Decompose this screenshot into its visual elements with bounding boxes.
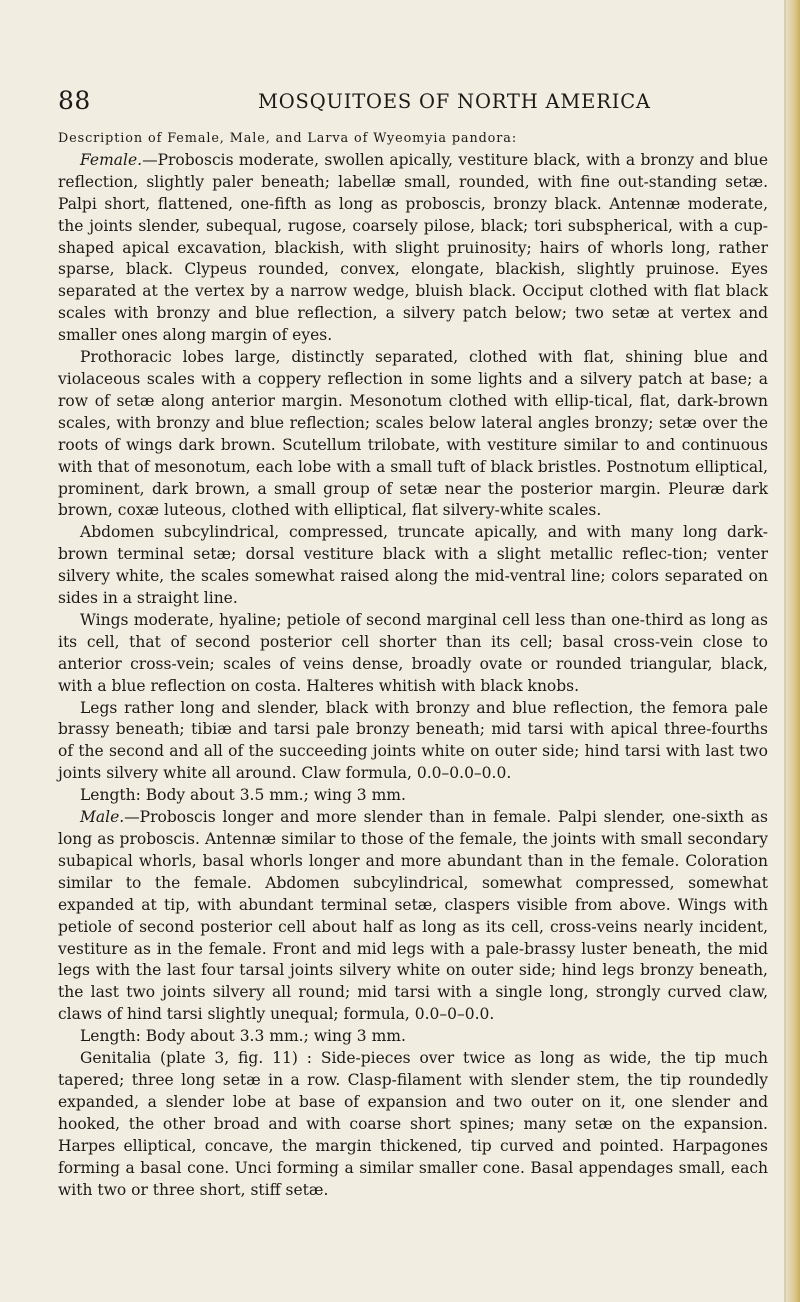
paragraph-female-length xyxy=(58,785,768,807)
paragraph-text: Wings moderate, hyaline; petiole of second marginal cell less than one-third as long as its cell, that of second posterior cell shorter than its cell; basal cross-vein close to anterior cross-vein; scales of veins dense, broadly ovate or rounded triangular, black, with a blue reflection on costa. Halteres whitish with black knobs. xyxy=(58,610,768,695)
paragraph-text: Length: Body about 3.3 mm.; wing 3 mm. xyxy=(80,1027,406,1046)
paragraph-text: —Proboscis moderate, swollen apically, vestiture black, with a bronzy and blue reflection, slightly paler beneath; labellæ small, rounded, with fine out-standing setæ. Palpi short, flattened, one-fifth as long as proboscis, bronzy black. Antennæ moderate, the joints slender, subequal, rugose, coarsely pilose, black; tori subspherical, with a cup-shaped apical excavation, blackish, with slight pruinosity; hairs of whorls long, rather sparse, black. Clypeus rounded, convex, elongate, blackish, slightly pruinose. Eyes separated at the vertex by a narrow wedge, bluish black. Occiput clothed with flat black scales with bronzy and blue reflection, a silvery patch below; two setæ at vertex and smaller ones along margin of eyes. xyxy=(58,150,768,345)
paragraph-legs xyxy=(58,698,768,786)
page-edge-gilt xyxy=(786,0,800,1302)
paragraph-lead: Female. xyxy=(80,150,143,169)
paragraph-text: Legs rather long and slender, black with bronzy and blue reflection, the femora pale brassy beneath; tibiæ and tarsi pale bronzy beneath; mid tarsi with apical three-fourths of the second and all of the succeeding joints white on outer side; hind tarsi with last two joints silvery white all around. Claw formula, 0.0–0.0–0.0. xyxy=(58,698,768,783)
paragraph-genitalia xyxy=(58,1048,768,1201)
body-text xyxy=(58,128,768,1201)
page-header xyxy=(58,86,758,116)
paragraph-abdomen xyxy=(58,522,768,610)
paragraph-text: Prothoracic lobes large, distinctly separated, clothed with flat, shining blue and violaceous scales with a coppery reflection in some lights and a silvery patch at base; a row of setæ along anterior margin. Mesonotum clothed with ellip-tical, flat, dark-brown scales, with bronzy and blue reflection; scales below lateral angles bronzy; setæ over the roots of wings dark brown. Scutellum trilobate, with vestiture similar to and continuous with that of mesonotum, each lobe with a small tuft of black bristles. Postnotum elliptical, prominent, dark brown, a small group of setæ near the posterior margin. Pleuræ dark brown, coxæ luteous, clothed with elliptical, flat silvery-white scales. xyxy=(58,348,768,520)
paragraph-male xyxy=(58,807,768,1026)
paragraph-text: Abdomen subcylindrical, compressed, truncate apically, and with many long dark-brown terminal setæ; dorsal vestiture black with a slight metallic reflec-tion; venter silvery white, the scales somewhat raised along the mid-ventral line; colors separated on sides in a straight line. xyxy=(58,523,768,608)
paragraph-female xyxy=(58,150,768,347)
paragraph-text: Length: Body about 3.5 mm.; wing 3 mm. xyxy=(80,786,406,805)
paragraph-male-length xyxy=(58,1026,768,1048)
running-head: MOSQUITOES OF NORTH AMERICA xyxy=(258,90,651,113)
section-caption: Description of Female, Male, and Larva of Wyeomyia pandora: xyxy=(58,131,518,146)
paragraph-text: —Proboscis longer and more slender than in female. Palpi slender, one-sixth as long as proboscis. Antennæ similar to those of the female, the joints with small secondary subapical whorls, basal whorls longer and more abundant than in the female. Coloration similar to the female. Abdomen subcylindrical, somewhat compressed, somewhat expanded at tip, with abundant terminal setæ, claspers visible from above. Wings with petiole of second posterior cell about half as long as its cell, cross-veins nearly incident, vestiture as in the female. Front and mid legs with a pale-brassy luster beneath, the mid legs with the last four tarsal joints silvery white on outer side; hind legs bronzy beneath, the last two joints silvery all round; mid tarsi with a single long, strongly curved claw, claws of hind tarsi slightly unequal; formula, 0.0–0–0.0. xyxy=(58,808,768,1024)
paragraph-lead: Male. xyxy=(80,808,125,827)
paragraph-text: Genitalia (plate 3, fig. 11) : Side-pieces over twice as long as wide, the tip much tapered; three long setæ in a row. Clasp-filament with slender stem, the tip roundedly expanded, a slender lobe at base of expansion and two outer on it, one slender and hooked, the other broad and with coarse short spines; many setæ on the expansion. Harpes elliptical, concave, the margin thickened, tip curved and pointed. Harpagones forming a basal cone. Unci forming a similar smaller cone. Basal appendages small, each with two or three short, stiff setæ. xyxy=(58,1049,768,1199)
paragraph-thorax xyxy=(58,347,768,522)
paragraph-wings xyxy=(58,610,768,698)
page-number: 88 xyxy=(58,86,91,115)
